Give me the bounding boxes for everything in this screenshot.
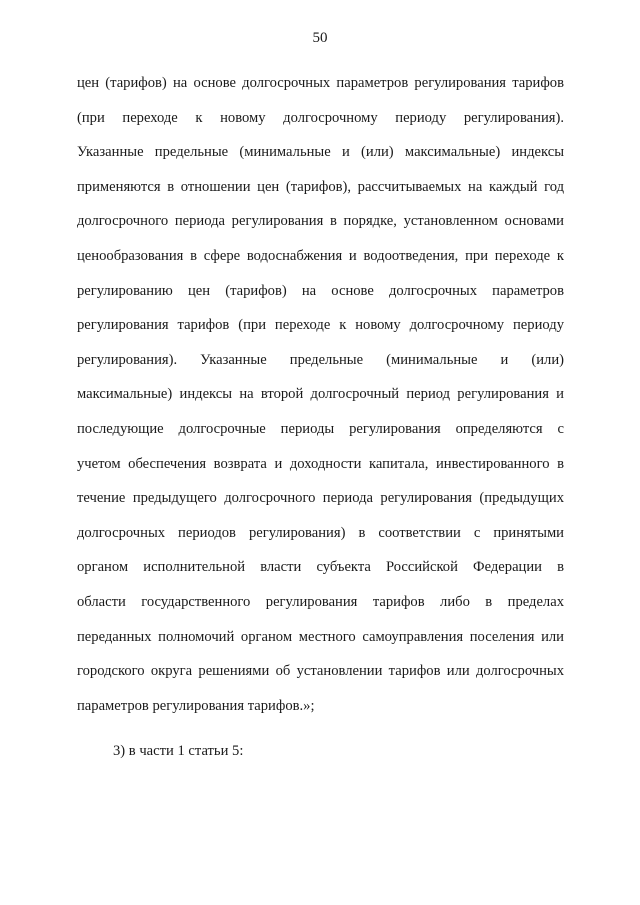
paragraph-line: городского округа решениями об установлении тарифов или долгосрочных [77,663,564,680]
paragraph-line: долгосрочного периода регулирования в порядке, установленном основами [77,213,564,230]
paragraph-line: органом исполнительной власти субъекта Российской Федерации в [77,559,564,576]
page-number: 50 [312,30,328,46]
paragraph-line: течение предыдущего долгосрочного периода регулирования (предыдущих [77,490,564,507]
paragraph-line: цен (тарифов) на основе долгосрочных параметров регулирования тарифов [77,75,564,91]
paragraph-line: Указанные предельные (минимальные и (или) максимальные) индексы [77,144,564,161]
paragraph-line: долгосрочных периодов регулирования) в соответствии с принятыми [77,524,564,541]
paragraph-line: регулирования). Указанные предельные (минимальные и (или) [77,351,564,368]
paragraph-line: последующие долгосрочные периоды регулирования определяются с [77,420,564,437]
paragraph-line: учетом обеспечения возврата и доходности капитала, инвестированного в [77,455,564,472]
paragraph-line: максимальные) индексы на второй долгосрочный период регулирования и [77,386,564,403]
paragraph-line: параметров регулирования тарифов.»; [77,697,315,714]
paragraph-line: ценообразования в сфере водоснабжения и водоотведения, при переходе к [77,247,564,264]
paragraph-line: регулированию цен (тарифов) на основе долгосрочных параметров [77,282,564,299]
paragraph-line: (при переходе к новому долгосрочному периоду регулирования). [77,109,564,126]
paragraph-line: области государственного регулирования тарифов либо в пределах [77,593,564,610]
list-item: 3) в части 1 статьи 5: [113,743,244,759]
body-paragraph [77,66,564,723]
paragraph-line: переданных полномочий органом местного самоуправления поселения или [77,628,564,645]
paragraph-line: применяются в отношении цен (тарифов), рассчитываемых на каждый год [77,178,564,195]
paragraph-line: регулирования тарифов (при переходе к новому долгосрочному периоду [77,317,564,334]
